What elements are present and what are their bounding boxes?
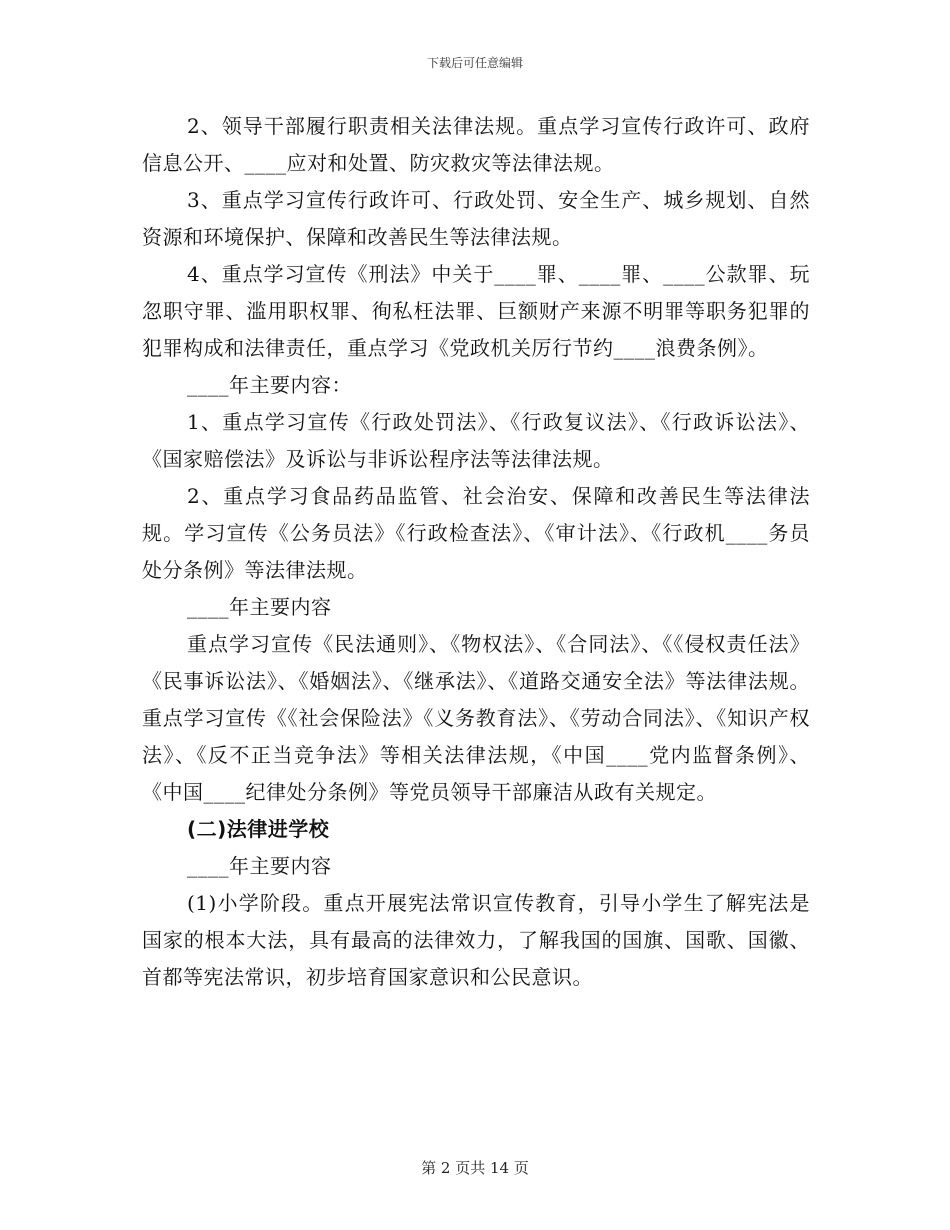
page-header-note: 下载后可任意编辑 <box>426 56 523 70</box>
page-number-footer: 第 2 页共 14 页 <box>421 1159 529 1177</box>
section-heading-schools: (二)法律进学校 <box>187 817 330 841</box>
paragraph-primary-school: (1)小学阶段。重点开展宪法常识宣传教育，引导小学生了解宪法是国家的根本大法，具有最高的法律效力，了解我国的国旗、国歌、国徽、首都等宪法常识，初步培育国家意识和公民意识。 <box>142 891 810 989</box>
paragraph-duties-laws: 2、领导干部履行职责相关法律法规。重点学习宣传行政许可、政府信息公开、____应对和处置、防灾救灾等法律法规。 <box>142 114 810 175</box>
paragraph-civil-law: 重点学习宣传《民法通则》、《物权法》、《合同法》、《《侵权责任法》《民事诉讼法》、《婚姻法》、《继承法》、《道路交通安全法》等法律法规。重点学习宣传《《社会保险法》《义务教育法》、《劳动合同法》、《知识产权法》、《反不正当竞争法》等相关法律法规，《中国____党内监督条例》、《中国____纪律处分条例》等党员领导干部廉洁从政有关规定。 <box>142 632 810 804</box>
paragraph-admin-procedure: 1、重点学习宣传《行政处罚法》、《行政复议法》、《行政诉讼法》、《国家赔偿法》及诉讼与非诉讼程序法等法律法规。 <box>142 410 810 471</box>
paragraph-food-safety: 2、重点学习食品药品监管、社会治安、保障和改善民生等法律法规。学习宣传《公务员法》《行政检查法》、《审计法》、《行政机____务员处分条例》等法律法规。 <box>142 484 810 582</box>
document-body <box>142 108 810 996</box>
paragraph-admin-laws: 3、重点学习宣传行政许可、行政处罚、安全生产、城乡规划、自然资源和环境保护、保障和改善民生等法律法规。 <box>142 188 810 249</box>
paragraph-year-contents-1: ____年主要内容： <box>187 373 352 397</box>
paragraph-year-contents-2: ____年主要内容 <box>187 595 332 619</box>
paragraph-criminal-law: 4、重点学习宣传《刑法》中关于____罪、____罪、____公款罪、玩忽职守罪、滥用职权罪、徇私枉法罪、巨额财产来源不明罪等职务犯罪的犯罪构成和法律责任，重点学习《党政机关厉行节约____浪费条例》。 <box>142 262 810 360</box>
paragraph-year-contents-3: ____年主要内容 <box>187 854 332 878</box>
